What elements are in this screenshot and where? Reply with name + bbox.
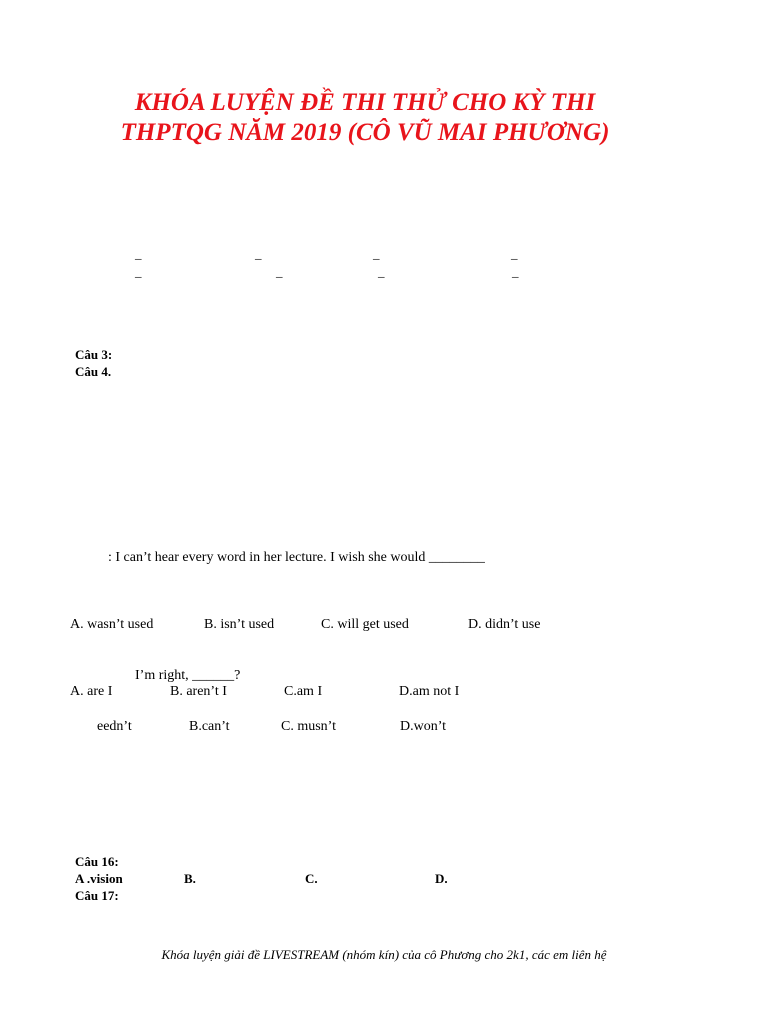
option-c-used: C. will get used — [321, 617, 409, 632]
option-d-right: D.am not I — [399, 684, 460, 699]
page-title-line-1: KHÓA LUYỆN ĐỀ THI THỬ CHO KỲ THI — [134, 89, 596, 116]
dash-mark: _ — [255, 246, 262, 261]
option-b-right: B. aren’t I — [170, 684, 227, 699]
dash-mark: _ — [276, 264, 283, 279]
page-title-line-2: THPTQG NĂM 2019 (CÔ VŨ MAI PHƯƠNG) — [120, 119, 610, 146]
option-d-used: D. didn’t use — [468, 617, 541, 632]
question-label-3: Câu 3: — [75, 347, 113, 362]
option-a-used: A. wasn’t used — [70, 617, 154, 632]
question-lecture-text: : I can’t hear every word in her lecture. I wish she would ________ — [108, 550, 485, 565]
option-b-used: B. isn’t used — [204, 617, 275, 632]
option-c-16: C. — [305, 871, 318, 886]
option-a-right: A. are I — [70, 684, 113, 699]
question-label-16: Câu 16: — [75, 854, 119, 869]
option-c-right: C.am I — [284, 684, 323, 699]
option-d-need: D.won’t — [400, 719, 447, 734]
footer-note: Khóa luyện giải đề LIVESTREAM (nhóm kín) của cô Phương cho 2k1, các em liên hệ — [161, 947, 607, 962]
option-b-need: B.can’t — [189, 719, 230, 734]
question-label-17: Câu 17: — [75, 888, 119, 903]
option-d-16: D. — [435, 871, 448, 886]
dash-mark: _ — [378, 264, 385, 279]
option-a-need: eedn’t — [97, 719, 132, 734]
option-c-need: C. musn’t — [281, 719, 336, 734]
dash-mark: _ — [135, 246, 142, 261]
question-right-text: I’m right, ______? — [135, 668, 241, 683]
dash-mark: _ — [512, 264, 519, 279]
dash-mark: _ — [135, 264, 142, 279]
option-b-16: B. — [184, 871, 196, 886]
dash-mark: _ — [373, 246, 380, 261]
question-label-4: Câu 4. — [75, 364, 112, 379]
option-a-16: A .vision — [75, 871, 123, 886]
dash-mark: _ — [511, 246, 518, 261]
